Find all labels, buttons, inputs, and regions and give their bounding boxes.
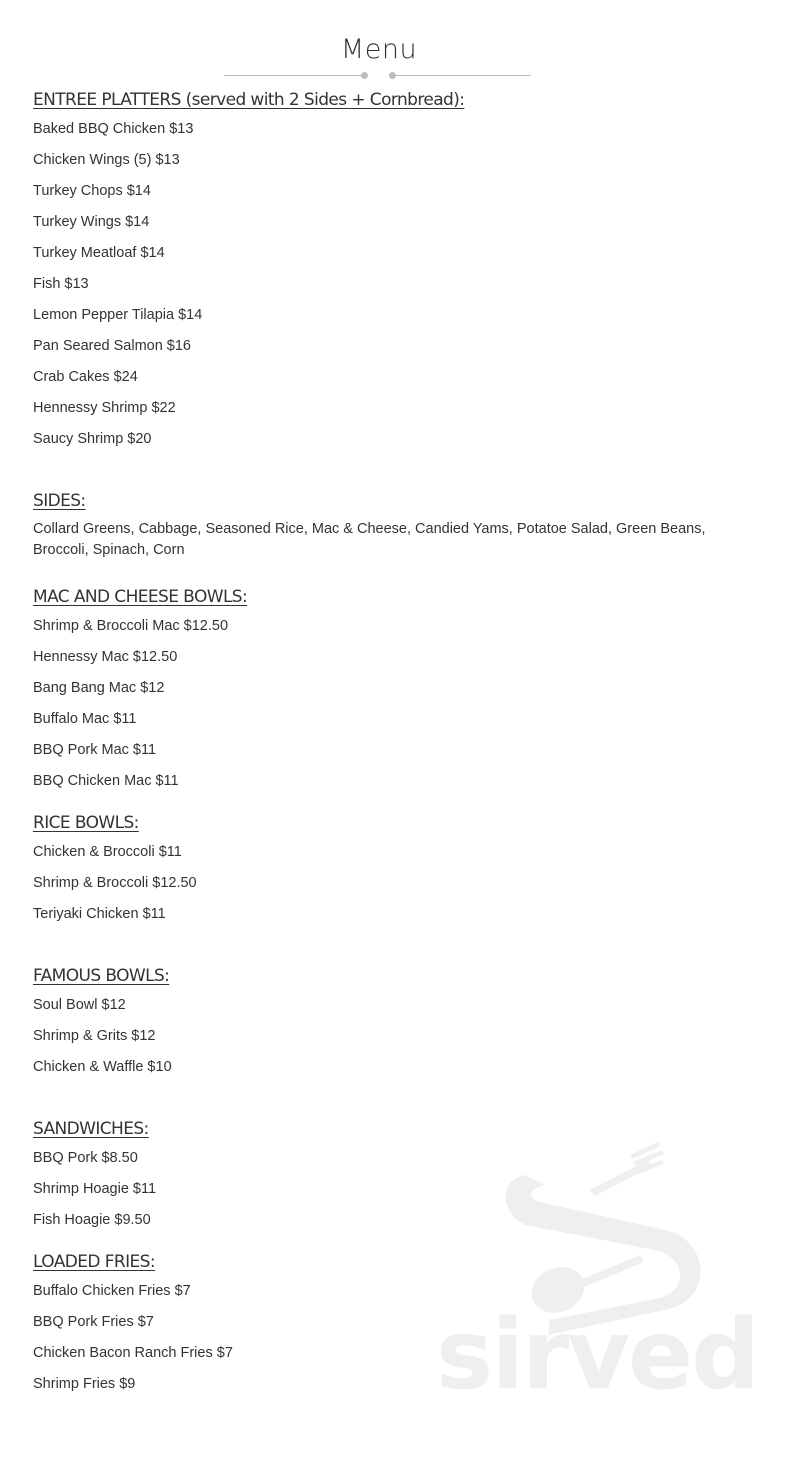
menu-item: Shrimp Fries $9 xyxy=(33,1376,136,1392)
menu-item: Chicken & Waffle $10 xyxy=(33,1059,172,1075)
section-title: RICE BOWLS: xyxy=(33,813,139,833)
title-divider-right xyxy=(395,75,531,76)
spacer xyxy=(33,932,733,962)
menu-item: Turkey Wings $14 xyxy=(33,214,150,230)
menu-item: Lemon Pepper Tilapia $14 xyxy=(33,307,203,323)
menu-header xyxy=(0,30,758,70)
section-title: MAC AND CHEESE BOWLS: xyxy=(33,587,248,607)
menu-item: Shrimp & Broccoli Mac $12.50 xyxy=(33,618,229,634)
section-title: LOADED FRIES: xyxy=(33,1252,155,1272)
spacer xyxy=(33,1085,733,1115)
menu-item: BBQ Pork $8.50 xyxy=(33,1150,138,1166)
menu-item: Pan Seared Salmon $16 xyxy=(33,338,191,354)
menu-item: Buffalo Chicken Fries $7 xyxy=(33,1283,191,1299)
menu-item: Turkey Meatloaf $14 xyxy=(33,245,165,261)
menu-item: Shrimp & Broccoli $12.50 xyxy=(33,875,197,891)
section-sides xyxy=(33,487,733,561)
section-mac-and-cheese-bowls xyxy=(33,583,733,799)
menu-item: Soul Bowl $12 xyxy=(33,997,126,1013)
menu-item: Hennessy Mac $12.50 xyxy=(33,649,178,665)
menu-item: Chicken Bacon Ranch Fries $7 xyxy=(33,1345,233,1361)
menu-item: Teriyaki Chicken $11 xyxy=(33,906,166,922)
menu-item: Crab Cakes $24 xyxy=(33,369,138,385)
spacer xyxy=(33,561,733,583)
spacer xyxy=(33,799,733,809)
section-title: SIDES: xyxy=(33,491,86,511)
section-title: FAMOUS BOWLS: xyxy=(33,966,170,986)
sides-list: Collard Greens, Cabbage, Seasoned Rice, Mac & Cheese, Candied Yams, Potatoe Salad, Green Beans, Broccoli, Spinach, Corn xyxy=(33,521,706,558)
section-entree-platters xyxy=(33,86,733,457)
title-divider-left xyxy=(224,75,364,76)
menu-item: Fish $13 xyxy=(33,276,89,292)
menu-item: Shrimp Hoagie $11 xyxy=(33,1181,157,1197)
section-title: ENTREE PLATTERS (served with 2 Sides + Cornbread): xyxy=(33,90,465,110)
section-famous-bowls xyxy=(33,962,733,1085)
menu-item: Shrimp & Grits $12 xyxy=(33,1028,156,1044)
menu-item: Baked BBQ Chicken $13 xyxy=(33,121,194,137)
section-rice-bowls xyxy=(33,809,733,932)
watermark-text: sirved xyxy=(436,1299,758,1411)
menu-item: Hennessy Shrimp $22 xyxy=(33,400,176,416)
spacer xyxy=(33,457,733,487)
menu-item: Chicken Wings (5) $13 xyxy=(33,152,180,168)
divider-dot-left xyxy=(361,72,368,79)
page-title: Menu xyxy=(340,34,418,65)
menu-item: BBQ Pork Mac $11 xyxy=(33,742,157,758)
menu-item: BBQ Chicken Mac $11 xyxy=(33,773,179,789)
menu-item: Bang Bang Mac $12 xyxy=(33,680,165,696)
menu-item: BBQ Pork Fries $7 xyxy=(33,1314,154,1330)
menu-item: Saucy Shrimp $20 xyxy=(33,431,152,447)
menu-item: Turkey Chops $14 xyxy=(33,183,151,199)
menu-item: Chicken & Broccoli $11 xyxy=(33,844,182,860)
section-title: SANDWICHES: xyxy=(33,1119,149,1139)
menu-item: Buffalo Mac $11 xyxy=(33,711,137,727)
menu-item: Fish Hoagie $9.50 xyxy=(33,1212,151,1228)
